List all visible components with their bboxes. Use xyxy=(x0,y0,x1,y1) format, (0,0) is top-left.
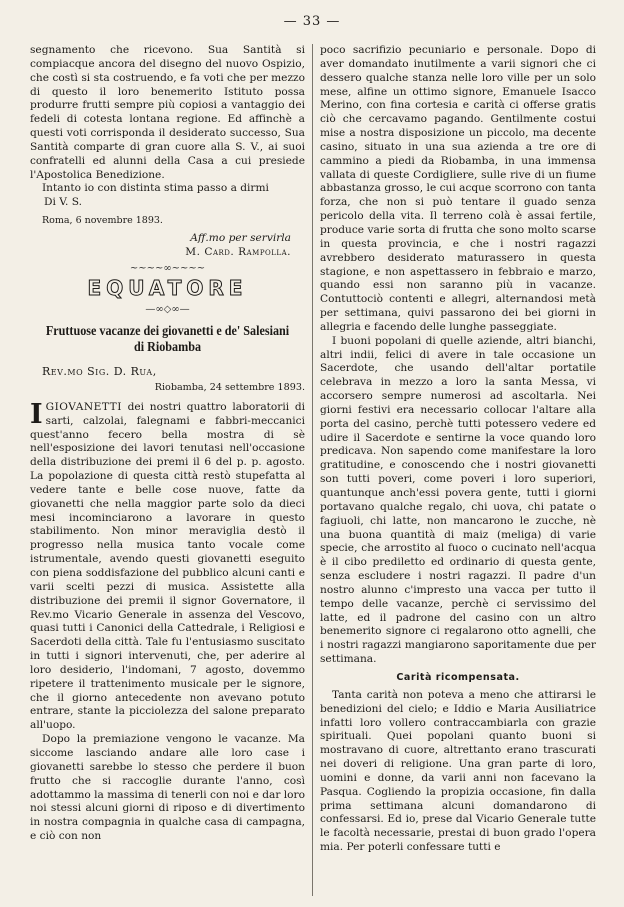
ornament-divider: ~~~~∞~~~~ xyxy=(129,262,206,274)
article-opening-paragraph xyxy=(30,398,305,733)
signature-formula: Aff.mo per servirla xyxy=(190,231,291,244)
letter-place-date: Riobamba, 24 settembre 1893. xyxy=(154,382,305,394)
body-paragraph-continued: poco sacrifizio pecuniario e personale. Dopo di aver domandato inutilmente a varii signori che ci dessero qualche stanza nelle loro ville per un solo mese, alfine un ottimo signore, Emanuele Isacco Merino, con fina cortesia e carità ci offerse gratis ciò che cercavamo pagando. Gentilmente costui mise a nostra disposizione un piccolo, ma decente casino, situato in una sua azienda a tre ore di cammino a piedi da Riobamba, in una immensa vallata di queste Cordigliere, sulle rive di un fiume abbastanza grosso, le cui acque scorrono con tanta forza, che non si può tentare il guado senza pericolo della vita. Il terreno colà è assai fertile, produce varie sorta di frutta che sono molto scarse in questa provincia, e che i nostri ragazzi avrebbero desiderato maturassero in questa stagione, e non aspettassero in febbraio e marzo, quando essi non saranno più in vacanze. Contuttociò contenti e allegri, alternandosi metà per settimana, quivi passarono dei bei giorni in allegria e facendo delle lunghe passeggiate. xyxy=(320,44,596,333)
letter-date: Roma, 6 novembre 1893. xyxy=(42,215,163,227)
article-title xyxy=(41,323,294,355)
article-title-line-1: Fruttuose vacanze dei giovanetti e de' Salesiani xyxy=(45,323,290,339)
signature-name: M. Card. Rampolla. xyxy=(185,245,291,258)
subheading: Carità ricompensata. xyxy=(396,671,520,683)
right-column xyxy=(320,44,596,855)
column-divider xyxy=(312,44,313,896)
ornament-divider-small: —∞◇∞— xyxy=(145,304,190,316)
lead-word: GIOVANETTI xyxy=(45,400,122,413)
section-heading xyxy=(30,275,305,300)
page-number: — 33 — xyxy=(283,14,341,29)
opening-paragraph-text: dei nostri quattro laboratorii di sarti, calzolai, falegnami e fabbri-meccanici quest'anno fecero bella mostra di sè nell'esposizione dei lavori tenutasi nell'occasione della distribuzione dei premi il 6 del p. p. agosto. La popolazione di questa città restò stupefatta al vedere tante e belle cose nuove, fatte da giovanetti che nella maggior parte solo da dieci mesi incominciarono a lavorare in questo stabilimento. Non minor meraviglia destò il progresso nella musica tanto vocale come istrumentale, avendo questi giovanetti eseguito con piena soddisfazione del pubblico alcuni canti e varii scelti pezzi di musica. Assistette alla distribuzione dei premii il signor Governatore, il Rev.mo Vicario Generale in assenza del Vescovo, quasi tutti i Canonici della Cattedrale, i Religiosi e Sacerdoti della città. Tale fu l'entusiasmo suscitato in tutti i signori intervenuti, che, per aderire al loro desiderio, l'indomani, 7 agosto, dovemmo ripetere il trattenimento musicale per le signore, che il giorno antecedente non avevano potuto entrare, stante la picciolezza del salone preparato all'uopo. xyxy=(30,400,305,732)
body-paragraph: I buoni popolani di quelle aziende, altri bianchi, altri indii, felici di avere in tale occasione un Sacerdote, che usando dell'altar portatile celebrava in mezzo a loro la santa Messa, vi accorsero sempre numerosi ad ascoltarla. Nei giorni festivi era necessario collocar l'altare alla porta del casino, perchè tutti potessero vedere ed udire il Sacerdote e sentirne la voce quando loro predicava. Non sapendo come manifestare la loro gratitudine, e conoscendo che i nostri giovanetti son tutti poveri, come poveri i loro superiori, quantunque anch'essi povera gente, tutti i giorni portavano qualche regalo, chi uova, chi patate o fagiuoli, chi latte, non mancarono le zucche, nè una buona quantità di maiz (meliga) di varie specie, che arrostito al fuoco o cucinato nell'acqua è il cibo prediletto ed ordinario di questa gente, senza escludere i nostri ragazzi. Il padre d'un nostro alunno c'impresto una vacca per tutto il tempo delle vacanze, perchè ci servissimo del latte, ed il padrone del casino con un altro benemerito signore ci regalarono otto agnelli, che i nostri ragazzi mangiarono saporitamente due per settimana. xyxy=(320,334,596,666)
drop-cap: I xyxy=(30,398,43,430)
closing-addressee: Di V. S. xyxy=(44,196,83,209)
body-paragraph: Tanta carità non poteva a meno che attirarsi le benedizioni del cielo; e Iddio e Maria Ausiliatrice infatti loro vollero contraccambiarla con grazie spirituali. Quei popolani quanto buoni si mostravano di cuore, altrettanto erano trascurati nei doveri di religione. Una gran parte di loro, uomini e donne, da varii anni non facevano la Pasqua. Cogliendo la propizia occasione, fin dalla prima settimana alcuni domandarono di confessarsi. Ed io, prese dal Vicario Generale tutte le facoltà necessarie, prestai di buon grado l'opera mia. Per poterli confessare tutti e xyxy=(320,688,596,854)
article-title-line-2: di Riobamba xyxy=(133,339,202,355)
letter-addressee: Rev.mo Sig. D. Rua, xyxy=(42,365,157,379)
left-column xyxy=(30,44,305,844)
body-paragraph: Dopo la premiazione vengono le vacanze. Ma siccome lasciando andare alle loro case i giovanetti sarebbe lo stesso che perdere il buon frutto che si raccoglie durante l'anno, così adottammo la massima di tenerli con noi e dar loro noi stessi alcuni giorni di riposo e di divertimento in nostra compagnia in qualche casa di campagna, e ciò con non xyxy=(30,733,305,843)
letter-body-paragraph: segnamento che ricevono. Sua Santità si compiacque ancora del disegno del nuovo Ospizio, che costì si sta costruendo, e fa voti che per mezzo di questo il loro benemerito Istituto possa produrre frutti sempre più copiosi a vantaggio dei fedeli di cotesta lontana regione. Ed affinchè a questi voti corrisponda il desiderato successo, Sua Santità comparte di gran cuore alla S. V., ai suoi confratelli ed alunni della Casa a cui presiede l'Apostolica Benedizione. xyxy=(30,44,305,181)
section-heading-text: EQUATORE xyxy=(87,275,248,300)
closing-formula: Intanto io con distinta stima passo a dirmi xyxy=(42,182,269,195)
